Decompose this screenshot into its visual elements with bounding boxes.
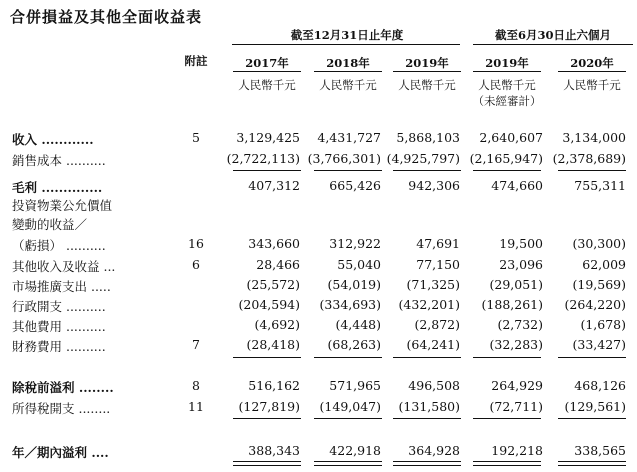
cell-value: (30,300) xyxy=(572,236,626,251)
cell-value: (131,580) xyxy=(398,399,460,414)
note-column-header: 附註 xyxy=(184,54,208,68)
cell-value: (2,165,947) xyxy=(469,151,543,166)
cell-value: (29,051) xyxy=(489,277,543,292)
cell-value: (2,872) xyxy=(414,317,460,332)
row-note: 7 xyxy=(192,337,200,352)
row-label: 所得稅開支 ........ xyxy=(12,401,111,416)
subtotal-rule xyxy=(558,357,626,358)
cell-value: (3,766,301) xyxy=(307,151,381,166)
cell-value: 47,691 xyxy=(416,236,460,251)
cell-value: 28,466 xyxy=(256,257,300,272)
row-label: 市場推廣支出 ..... xyxy=(12,279,111,294)
header-rule-interim xyxy=(473,44,633,45)
column-year-5: 2020年 xyxy=(570,56,614,70)
subtotal-rule xyxy=(233,170,301,171)
row-label: 年／期內溢利 .... xyxy=(12,445,109,460)
column-year-rule-4 xyxy=(473,71,541,72)
total-double-rule xyxy=(393,461,461,466)
column-unit-2: 人民幣千元 xyxy=(319,78,377,92)
column-unit-3: 人民幣千元 xyxy=(398,78,456,92)
subtotal-rule xyxy=(473,418,541,419)
cell-value: 474,660 xyxy=(491,178,543,193)
cell-value: 19,500 xyxy=(499,236,543,251)
cell-value: 312,922 xyxy=(329,236,381,251)
cell-value: (32,283) xyxy=(489,337,543,352)
cell-value: (64,241) xyxy=(406,337,460,352)
cell-value: (204,594) xyxy=(238,297,300,312)
subtotal-rule xyxy=(558,170,626,171)
cell-value: (19,569) xyxy=(572,277,626,292)
column-year-rule-5 xyxy=(558,71,626,72)
cell-value: 55,040 xyxy=(337,257,381,272)
subtotal-rule xyxy=(393,357,461,358)
row-label: 除稅前溢利 ........ xyxy=(12,380,114,395)
cell-value: (71,325) xyxy=(406,277,460,292)
cell-value: 23,096 xyxy=(499,257,543,272)
row-label: 投資物業公允價值 xyxy=(12,198,113,213)
cell-value: (127,819) xyxy=(238,399,300,414)
cell-value: 468,126 xyxy=(574,378,626,393)
cell-value: 755,311 xyxy=(574,178,626,193)
total-double-rule xyxy=(558,461,626,466)
cell-value: 264,929 xyxy=(491,378,543,393)
cell-value: (4,925,797) xyxy=(386,151,460,166)
page-title: 合併損益及其他全面收益表 xyxy=(10,8,203,26)
column-year-rule-3 xyxy=(393,71,461,72)
row-note: 11 xyxy=(188,399,204,414)
column-year-2: 2018年 xyxy=(326,56,370,70)
cell-value: 571,965 xyxy=(329,378,381,393)
cell-value: 942,306 xyxy=(408,178,460,193)
row-label: 毛利 .............. xyxy=(12,180,103,195)
total-double-rule xyxy=(233,461,301,466)
cell-value: (54,019) xyxy=(327,277,381,292)
subtotal-rule xyxy=(233,357,301,358)
cell-value: (25,572) xyxy=(246,277,300,292)
total-double-rule xyxy=(314,461,382,466)
cell-value: (28,418) xyxy=(246,337,300,352)
cell-value: 407,312 xyxy=(248,178,300,193)
column-year-1: 2017年 xyxy=(245,56,289,70)
column-year-3: 2019年 xyxy=(405,56,449,70)
subtotal-rule xyxy=(473,357,541,358)
cell-value: 4,431,727 xyxy=(317,130,381,145)
row-label: 其他收入及收益 ... xyxy=(12,259,116,274)
subtotal-rule xyxy=(393,170,461,171)
row-label: 行政開支 .......... xyxy=(12,299,106,314)
cell-value: 62,009 xyxy=(582,257,626,272)
column-year-4: 2019年 xyxy=(485,56,529,70)
row-note: 6 xyxy=(192,257,200,272)
cell-value: (1,678) xyxy=(580,317,626,332)
cell-value: 3,134,000 xyxy=(562,130,626,145)
cell-value: (2,722,113) xyxy=(226,151,300,166)
row-label: （虧損） .......... xyxy=(12,238,106,253)
row-note: 5 xyxy=(192,130,200,145)
unaudited-label: （未經審計） xyxy=(472,94,542,108)
cell-value: 516,162 xyxy=(248,378,300,393)
cell-value: (334,693) xyxy=(319,297,381,312)
cell-value: 496,508 xyxy=(408,378,460,393)
cell-value: 192,218 xyxy=(491,443,543,458)
cell-value: (4,448) xyxy=(335,317,381,332)
column-year-rule-2 xyxy=(314,71,382,72)
header-group-annual: 截至12月31日止年度 xyxy=(290,28,404,42)
cell-value: (33,427) xyxy=(572,337,626,352)
row-label: 收入 ............ xyxy=(12,132,94,147)
subtotal-rule xyxy=(233,418,301,419)
subtotal-rule xyxy=(314,170,382,171)
subtotal-rule xyxy=(393,418,461,419)
cell-value: 338,565 xyxy=(574,443,626,458)
cell-value: 343,660 xyxy=(248,236,300,251)
column-unit-4: 人民幣千元 xyxy=(478,78,536,92)
cell-value: (432,201) xyxy=(398,297,460,312)
column-unit-1: 人民幣千元 xyxy=(238,78,296,92)
row-note: 16 xyxy=(188,236,204,251)
cell-value: (129,561) xyxy=(564,399,626,414)
header-group-interim: 截至6月30日止六個月 xyxy=(494,28,611,42)
cell-value: 5,868,103 xyxy=(396,130,460,145)
subtotal-rule xyxy=(314,418,382,419)
cell-value: (4,692) xyxy=(254,317,300,332)
cell-value: 665,426 xyxy=(329,178,381,193)
column-unit-5: 人民幣千元 xyxy=(563,78,621,92)
cell-value: 77,150 xyxy=(416,257,460,272)
cell-value: (188,261) xyxy=(481,297,543,312)
cell-value: (2,732) xyxy=(497,317,543,332)
cell-value: (264,220) xyxy=(564,297,626,312)
cell-value: (72,711) xyxy=(489,399,543,414)
cell-value: (149,047) xyxy=(319,399,381,414)
cell-value: (68,263) xyxy=(327,337,381,352)
row-label: 其他費用 .......... xyxy=(12,319,106,334)
column-year-rule-1 xyxy=(233,71,301,72)
cell-value: 2,640,607 xyxy=(479,130,543,145)
cell-value: 364,928 xyxy=(408,443,460,458)
subtotal-rule xyxy=(558,418,626,419)
row-label: 變動的收益／ xyxy=(12,217,88,232)
row-note: 8 xyxy=(192,378,200,393)
header-rule-annual xyxy=(232,44,460,45)
row-label: 銷售成本 .......... xyxy=(12,153,106,168)
subtotal-rule xyxy=(314,357,382,358)
subtotal-rule xyxy=(473,170,541,171)
cell-value: 3,129,425 xyxy=(236,130,300,145)
row-label: 財務費用 .......... xyxy=(12,339,106,354)
total-double-rule xyxy=(473,461,541,466)
cell-value: (2,378,689) xyxy=(552,151,626,166)
cell-value: 388,343 xyxy=(248,443,300,458)
cell-value: 422,918 xyxy=(329,443,381,458)
